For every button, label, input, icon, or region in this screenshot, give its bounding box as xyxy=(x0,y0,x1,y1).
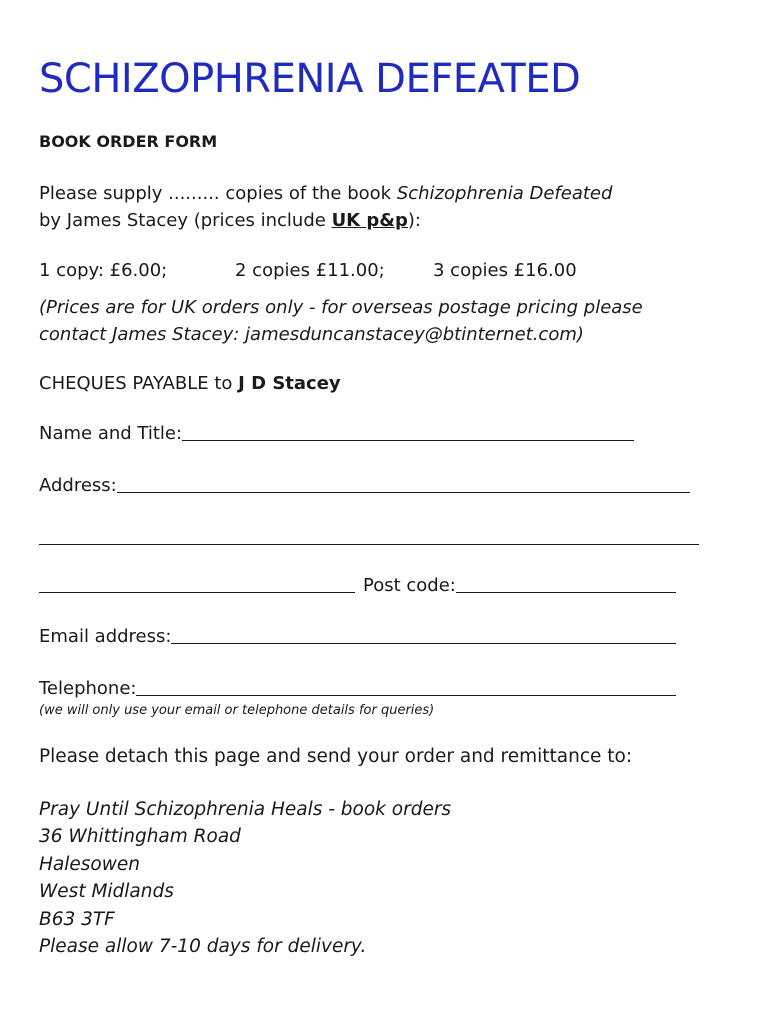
cheques-label: CHEQUES PAYABLE to xyxy=(39,373,239,394)
address-field xyxy=(39,474,704,496)
price-three-copies: 3 copies £16.00 xyxy=(433,260,577,281)
address-input-line-3[interactable] xyxy=(39,574,355,593)
address-line: West Midlands xyxy=(39,881,174,903)
note-line-1: (Prices are for UK orders only - for overseas postage pricing please xyxy=(39,297,643,318)
email-input-line[interactable] xyxy=(171,625,676,644)
payee-name: J D Stacey xyxy=(238,373,341,394)
supply-text-1: Please supply ......... copies of the book xyxy=(39,183,397,204)
address-label: Address: xyxy=(39,475,117,496)
privacy-disclaimer: (we will only use your email or telephone details for queries) xyxy=(39,703,435,718)
prices-row xyxy=(39,257,577,284)
name-label: Name and Title: xyxy=(39,423,183,444)
uk-pp-text: UK p&p xyxy=(331,210,408,231)
postcode-input-line[interactable] xyxy=(456,574,676,593)
name-field xyxy=(39,422,659,444)
detach-instruction: Please detach this page and send your order and remittance to: xyxy=(39,746,633,767)
telephone-label: Telephone: xyxy=(39,678,137,699)
name-input-line[interactable] xyxy=(182,422,634,441)
mailing-address xyxy=(39,796,451,960)
email-field xyxy=(39,625,699,647)
form-subtitle: BOOK ORDER FORM xyxy=(39,132,218,151)
telephone-input-line[interactable] xyxy=(136,677,676,696)
supply-text-3: ): xyxy=(407,210,421,231)
address-postcode-row xyxy=(39,574,704,596)
address-line: Pray Until Schizophrenia Heals - book orders xyxy=(39,799,452,820)
postcode-label: Post code: xyxy=(363,575,456,596)
supply-text-2: by James Stacey (prices include xyxy=(39,210,332,231)
page-title: SCHIZOPHRENIA DEFEATED xyxy=(39,56,581,102)
address-input-line-1[interactable] xyxy=(117,474,690,493)
overseas-note xyxy=(39,294,643,348)
book-title: Schizophrenia Defeated xyxy=(396,183,613,204)
supply-paragraph xyxy=(39,180,612,234)
address-line: B63 3TF xyxy=(39,908,115,930)
address-line: 36 Whittingham Road xyxy=(39,826,241,848)
note-line-2: contact James Stacey: jamesduncanstacey@btinternet.com) xyxy=(39,324,584,345)
address-input-line-2[interactable] xyxy=(39,544,699,545)
price-two-copies: 2 copies £11.00; xyxy=(235,260,385,281)
delivery-note: Please allow 7-10 days for delivery. xyxy=(39,936,367,958)
cheques-line xyxy=(39,370,341,397)
telephone-field xyxy=(39,677,704,699)
email-label: Email address: xyxy=(39,626,172,647)
address-line: Halesowen xyxy=(39,853,140,875)
price-one-copy: 1 copy: £6.00; xyxy=(39,260,168,281)
